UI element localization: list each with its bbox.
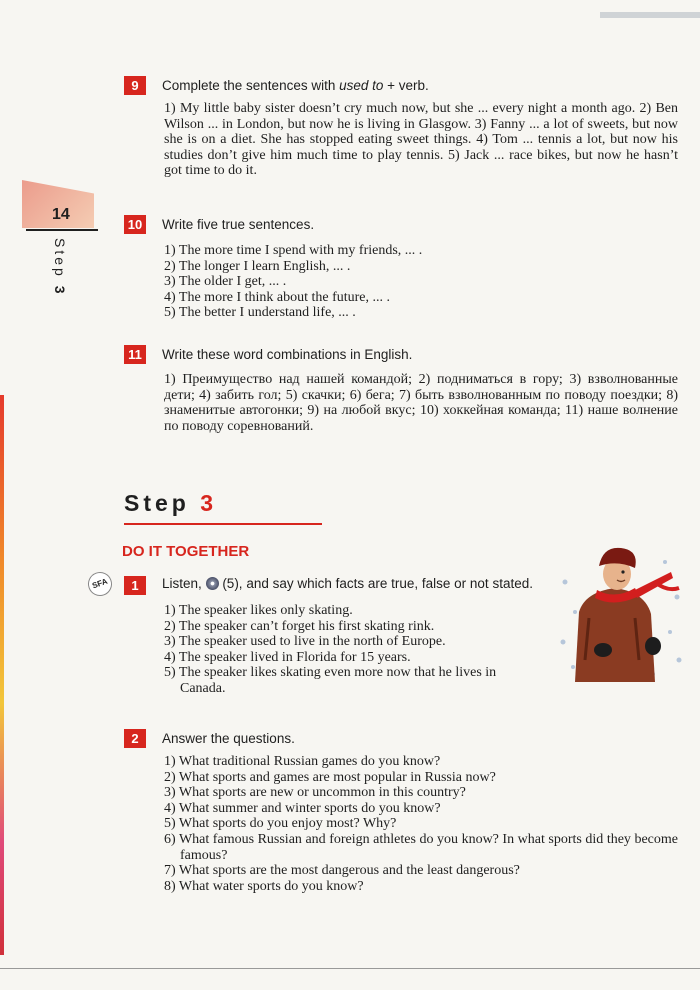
exercise-10 (124, 215, 678, 321)
list-item: 4) The more I think about the future, ... . (164, 289, 391, 305)
list-item: 2) What sports and games are most popular in Russia now? (164, 769, 496, 785)
exercise-9 (124, 76, 678, 179)
page-edge-color-strip (0, 395, 4, 955)
list-item: 2) The longer I learn English, ... . (164, 258, 351, 274)
list-item: 6) What famous Russian and foreign athletes do you know? In what sports did they become famous? (164, 831, 678, 863)
list-item: 3) What sports are new or uncommon in this country? (164, 785, 466, 801)
cd-disc-icon (206, 577, 219, 590)
exercise-instruction: Write five true sentences. (162, 217, 315, 232)
exercise-list (164, 243, 678, 321)
exercise-instruction: Write these word combinations in English. (162, 347, 413, 362)
list-item: 5) The speaker likes skating even more now that he lives in Canada. (164, 665, 497, 696)
exercise-list (164, 754, 678, 894)
list-item: 4) The speaker lived in Florida for 15 years. (164, 649, 411, 665)
page-number-rule (26, 229, 98, 231)
exercise-text: 1) My little baby sister doesn’t cry much now, but she ... every night a month ago. 2) Ben Wilson ... in London, but now he is living in Glasgow. 3) Fanny ... a lot of sweets, but now she is on a diet. She has stopped eating sweet things. 4) Tom ... tennis a lot, but now his studies don’t give him much time to play tennis. 5) Jack ... race bikes, but now he hasn’t got time to do it. (164, 101, 678, 179)
top-edge-stripe (600, 12, 700, 18)
exercise-11 (124, 345, 678, 434)
exercise-number-badge: 1 (124, 576, 146, 595)
side-step-number: 3 (52, 285, 68, 297)
list-item: 1) The speaker likes only skating. (164, 603, 353, 618)
page-number: 14 (52, 206, 70, 223)
list-item: 3) The speaker used to live in the north of Europe. (164, 634, 446, 650)
list-item: 5) The better I understand life, ... . (164, 305, 356, 321)
list-item: 1) What traditional Russian games do you know? (164, 754, 441, 769)
exercise-number-badge: 11 (124, 345, 146, 364)
exercise-instruction: Listen, (5), and say which facts are true, false or not stated. (162, 576, 533, 591)
step-exercise-2 (124, 729, 678, 894)
exercise-text: 1) Преимущество над нашей командой; 2) подниматься в гору; 3) взволнованные дети; 4) забить гол; 5) скачки; 6) бега; 7) быть взволнованным по поводу поездки; 8) знаменитые автогонки; 9) на любой вкус; 10) хоккейная команда; 11) наше волнение по поводу соревнований. (164, 372, 678, 434)
list-item: 2) The speaker can’t forget his first skating rink. (164, 618, 435, 634)
step-exercise-1 (124, 576, 544, 697)
exercise-instruction: Complete the sentences with used to + verb. (162, 78, 429, 93)
list-item: 7) What sports are the most dangerous and the least dangerous? (164, 863, 520, 879)
step-title-rule (124, 523, 322, 525)
exercise-number-badge: 9 (124, 76, 146, 95)
section-title: DO IT TOGETHER (122, 543, 250, 560)
list-item: 1) The more time I spend with my friends, ... . (164, 243, 423, 258)
list-item: 5) What sports do you enjoy most? Why? (164, 816, 397, 832)
list-item: 4) What summer and winter sports do you know? (164, 800, 441, 816)
sfa-badge: SFA (85, 569, 116, 600)
list-item: 3) The older I get, ... . (164, 274, 287, 290)
bottom-edge-line (0, 968, 700, 969)
exercise-number-badge: 10 (124, 215, 146, 234)
side-step-label (52, 238, 68, 297)
side-step-word: Step (52, 238, 68, 279)
exercise-instruction: Answer the questions. (162, 731, 295, 746)
exercise-number-badge: 2 (124, 729, 146, 748)
exercise-list (164, 603, 544, 697)
step-title: Step 3 (124, 490, 218, 516)
skater-illustration (555, 542, 685, 682)
list-item: 8) What water sports do you know? (164, 878, 364, 894)
